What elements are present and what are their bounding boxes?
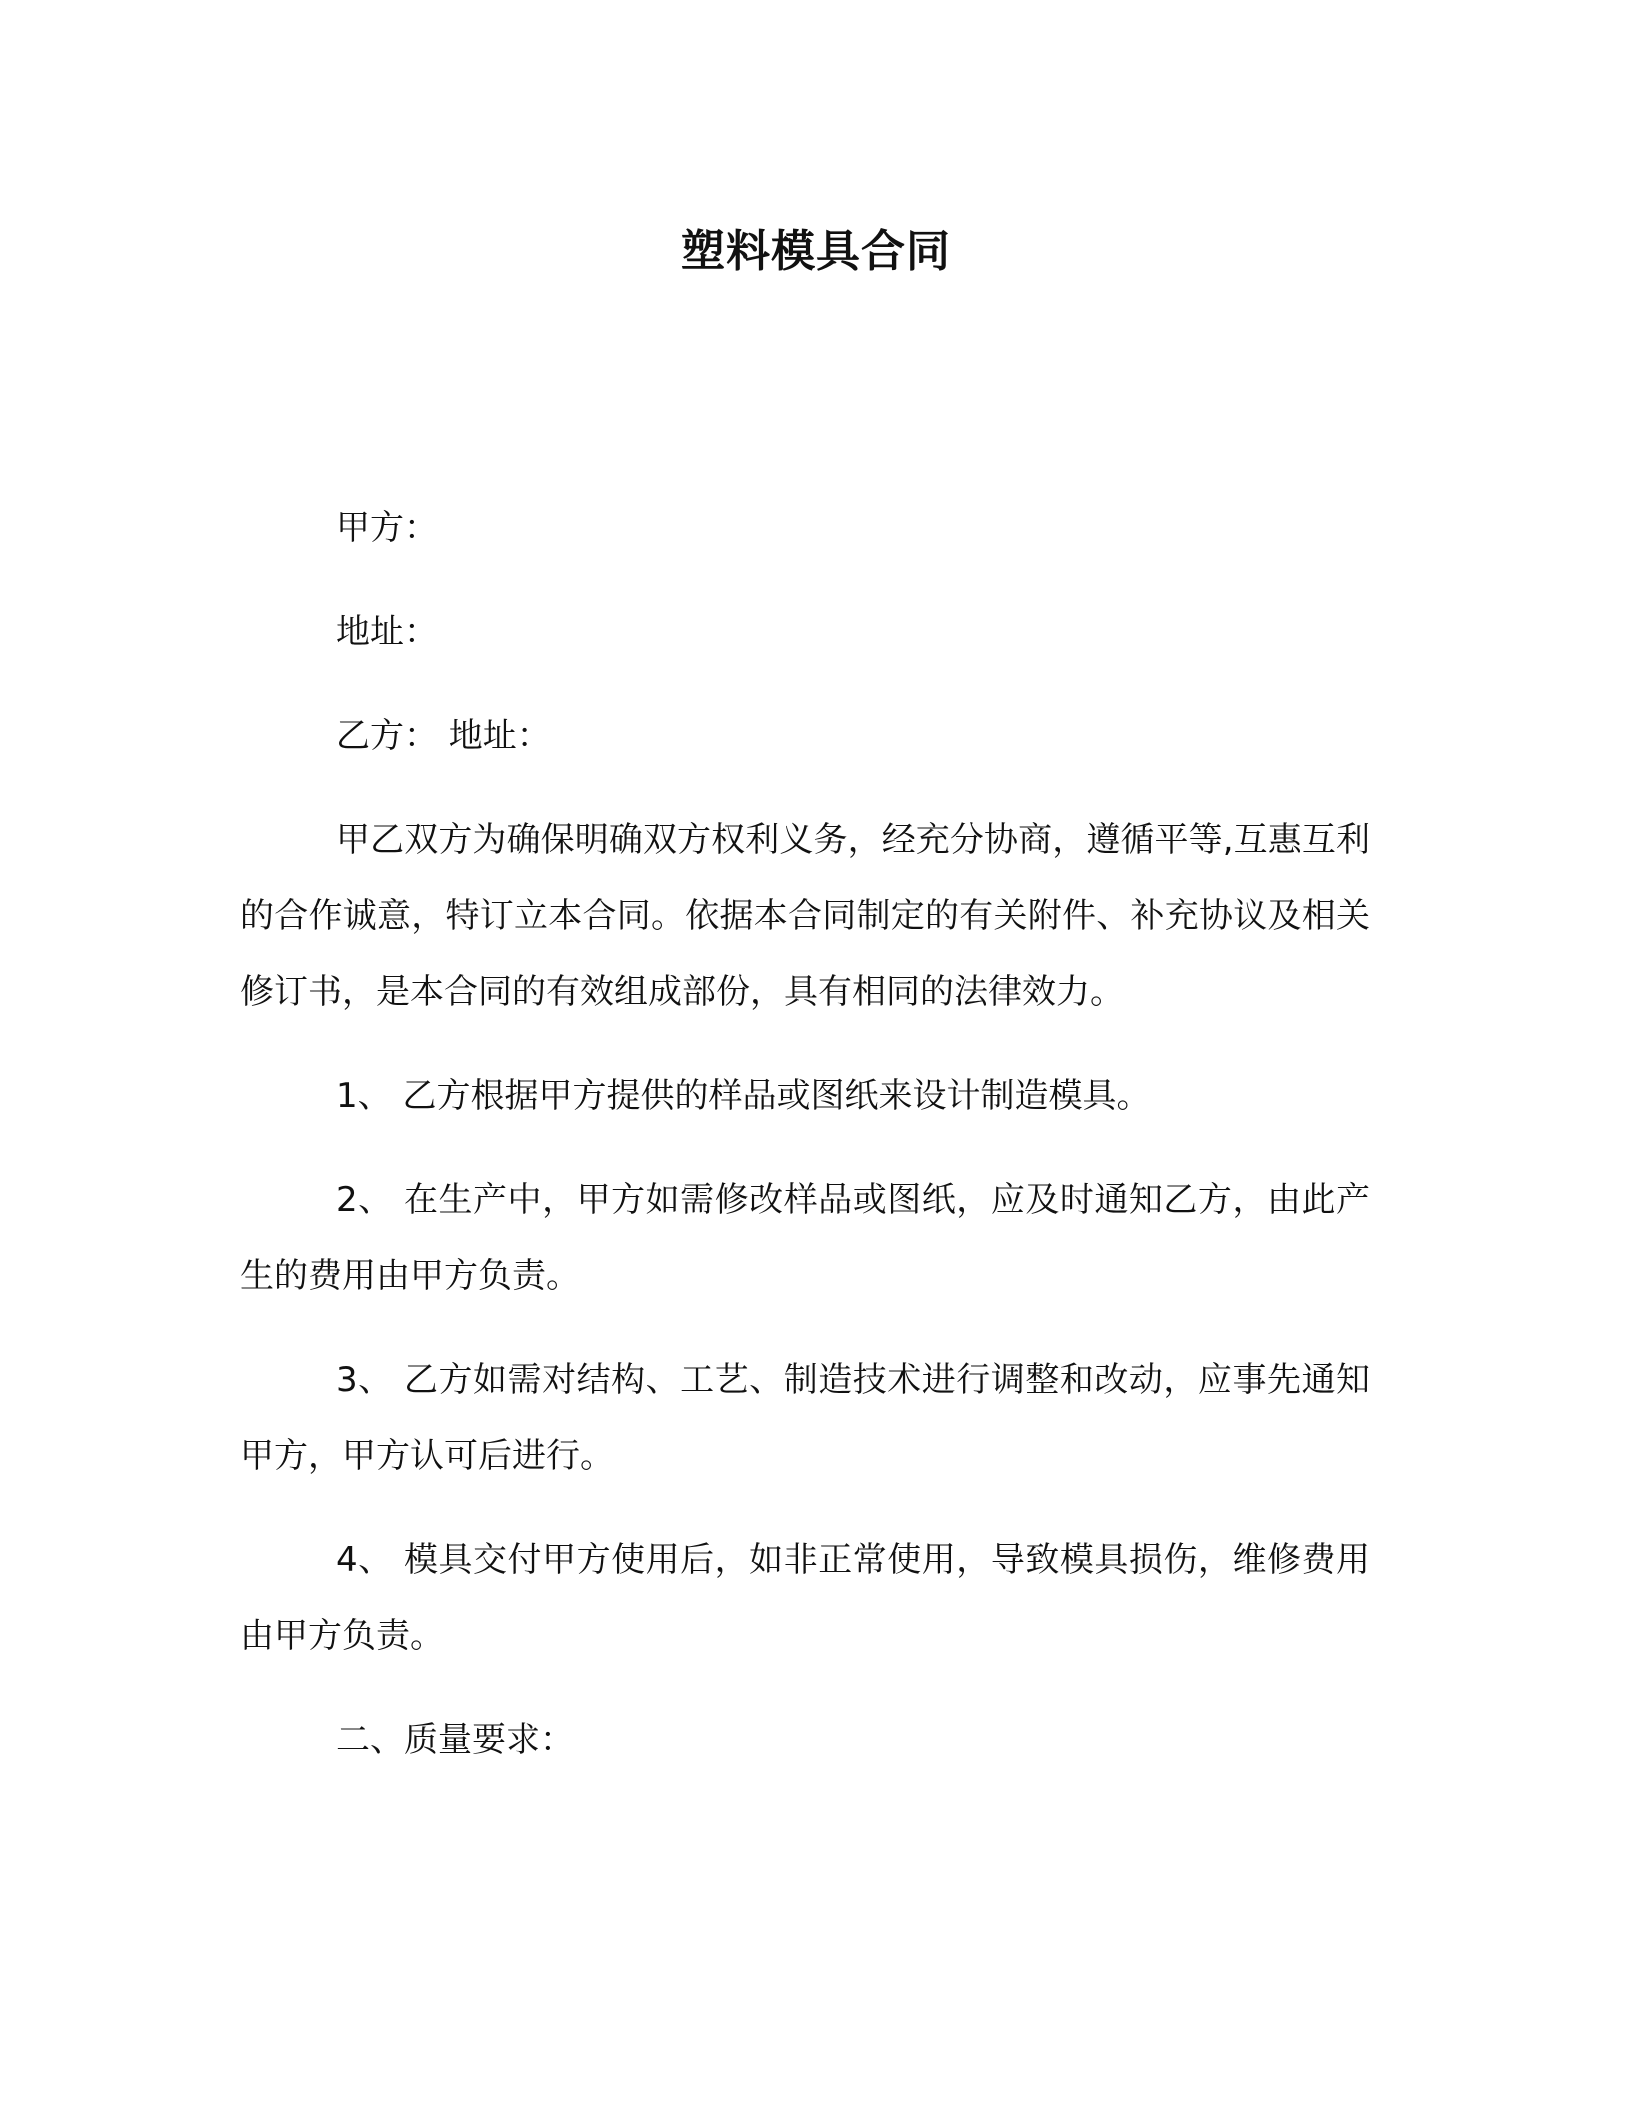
- clause-3: 3、 乙方如需对结构、工艺、制造技术进行调整和改动，应事先通知甲方，甲方认可后进行。: [240, 1360, 1370, 1476]
- clause-2: 2、 在生产中，甲方如需修改样品或图纸，应及时通知乙方，由此产生的费用由甲方负责。: [240, 1180, 1370, 1296]
- party-b-address-field: 乙方： 地址：: [336, 716, 551, 756]
- clause-1: 1、 乙方根据甲方提供的样品或图纸来设计制造模具。: [336, 1076, 1151, 1116]
- party-a-field: 甲方：: [336, 508, 438, 548]
- clause-4: 4、 模具交付甲方使用后，如非正常使用，导致模具损伤，维修费用由甲方负责。: [240, 1540, 1370, 1656]
- address-field: 地址：: [336, 612, 438, 652]
- intro-paragraph: 甲乙双方为确保明确双方权利义务，经充分协商，遵循平等,互惠互利的合作诚意，特订立本合同。依据本合同制定的有关附件、补充协议及相关修订书，是本合同的有效组成部份，具有相同的法律效力。: [240, 820, 1370, 1012]
- section-heading-quality: 二、质量要求：: [336, 1720, 574, 1760]
- document-title: 塑料模具合同: [681, 226, 951, 277]
- document-body: [240, 490, 1370, 1778]
